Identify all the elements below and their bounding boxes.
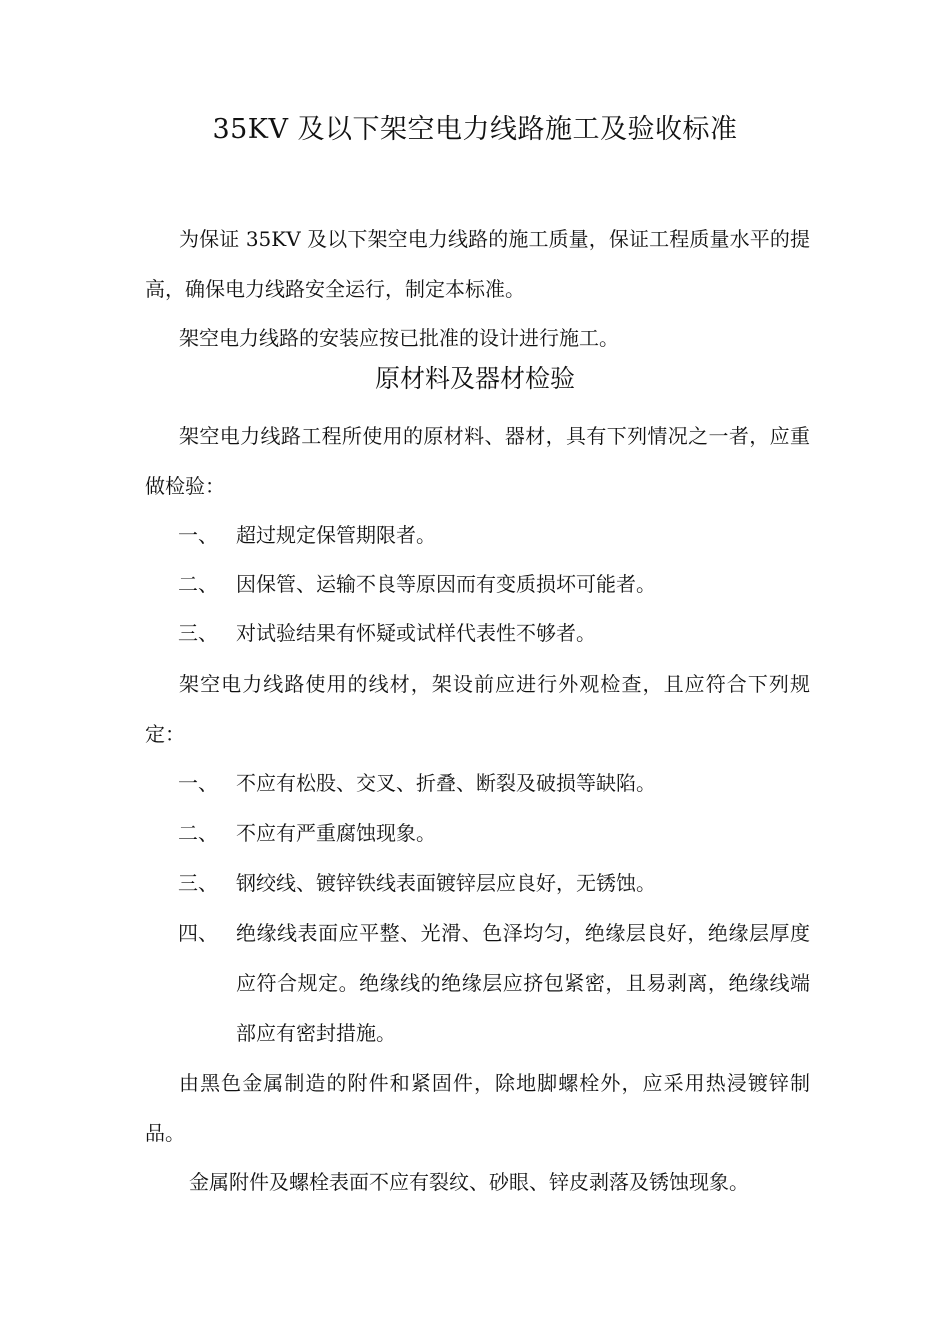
list-item [178, 908, 810, 1058]
list-item-number: 四、 [178, 921, 218, 945]
list-item [178, 858, 810, 908]
list-item [178, 758, 810, 808]
list-item-number: 一、 [178, 523, 218, 547]
list-item-number: 二、 [178, 821, 218, 845]
fittings-paragraph: 由黑色金属制造的附件和紧固件，除地脚螺栓外，应采用热浸镀锌制品。 [145, 1071, 810, 1145]
list-item-text: 绝缘线表面应平整、光滑、色泽均匀，绝缘层良好，绝缘层厚度应符合规定。绝缘线的绝缘层应挤包紧密，且易剥离，绝缘线端部应有密封措施。 [236, 921, 810, 1045]
bolts-paragraph: 金属附件及螺栓表面不应有裂纹、砂眼、锌皮剥落及锈蚀现象。 [189, 1170, 749, 1194]
document-title: 35KV 及以下架空电力线路施工及验收标准 [212, 114, 738, 145]
intro-paragraph-2: 架空电力线路的安装应按已批准的设计进行施工。 [179, 326, 619, 350]
list-item [178, 608, 810, 658]
list-item [178, 559, 810, 609]
materials-paragraph: 架空电力线路工程所使用的原材料、器材，具有下列情况之一者，应重做检验： [145, 424, 810, 498]
section-heading: 原材料及器材检验 [374, 364, 575, 393]
list-item-text: 钢绞线、镀锌铁线表面镀锌层应良好，无锈蚀。 [236, 871, 656, 895]
wires-paragraph: 架空电力线路使用的线材，架设前应进行外观检查，且应符合下列规定： [145, 672, 810, 746]
list-item-text: 因保管、运输不良等原因而有变质损坏可能者。 [236, 572, 656, 596]
list-item [178, 510, 810, 560]
list-item-number: 二、 [178, 572, 218, 596]
list-item-text: 对试验结果有怀疑或试样代表性不够者。 [236, 621, 596, 645]
list-item-text: 不应有松股、交叉、折叠、断裂及破损等缺陷。 [236, 771, 656, 795]
list-item-number: 一、 [178, 771, 218, 795]
list-item-number: 三、 [178, 871, 218, 895]
list-item [178, 808, 810, 858]
list-item-number: 三、 [178, 621, 218, 645]
list-item-text: 超过规定保管期限者。 [236, 523, 436, 547]
list-item-text: 不应有严重腐蚀现象。 [236, 821, 436, 845]
intro-paragraph-1: 为保证 35KV 及以下架空电力线路的施工质量，保证工程质量水平的提高，确保电力线路安全运行，制定本标准。 [145, 227, 810, 301]
